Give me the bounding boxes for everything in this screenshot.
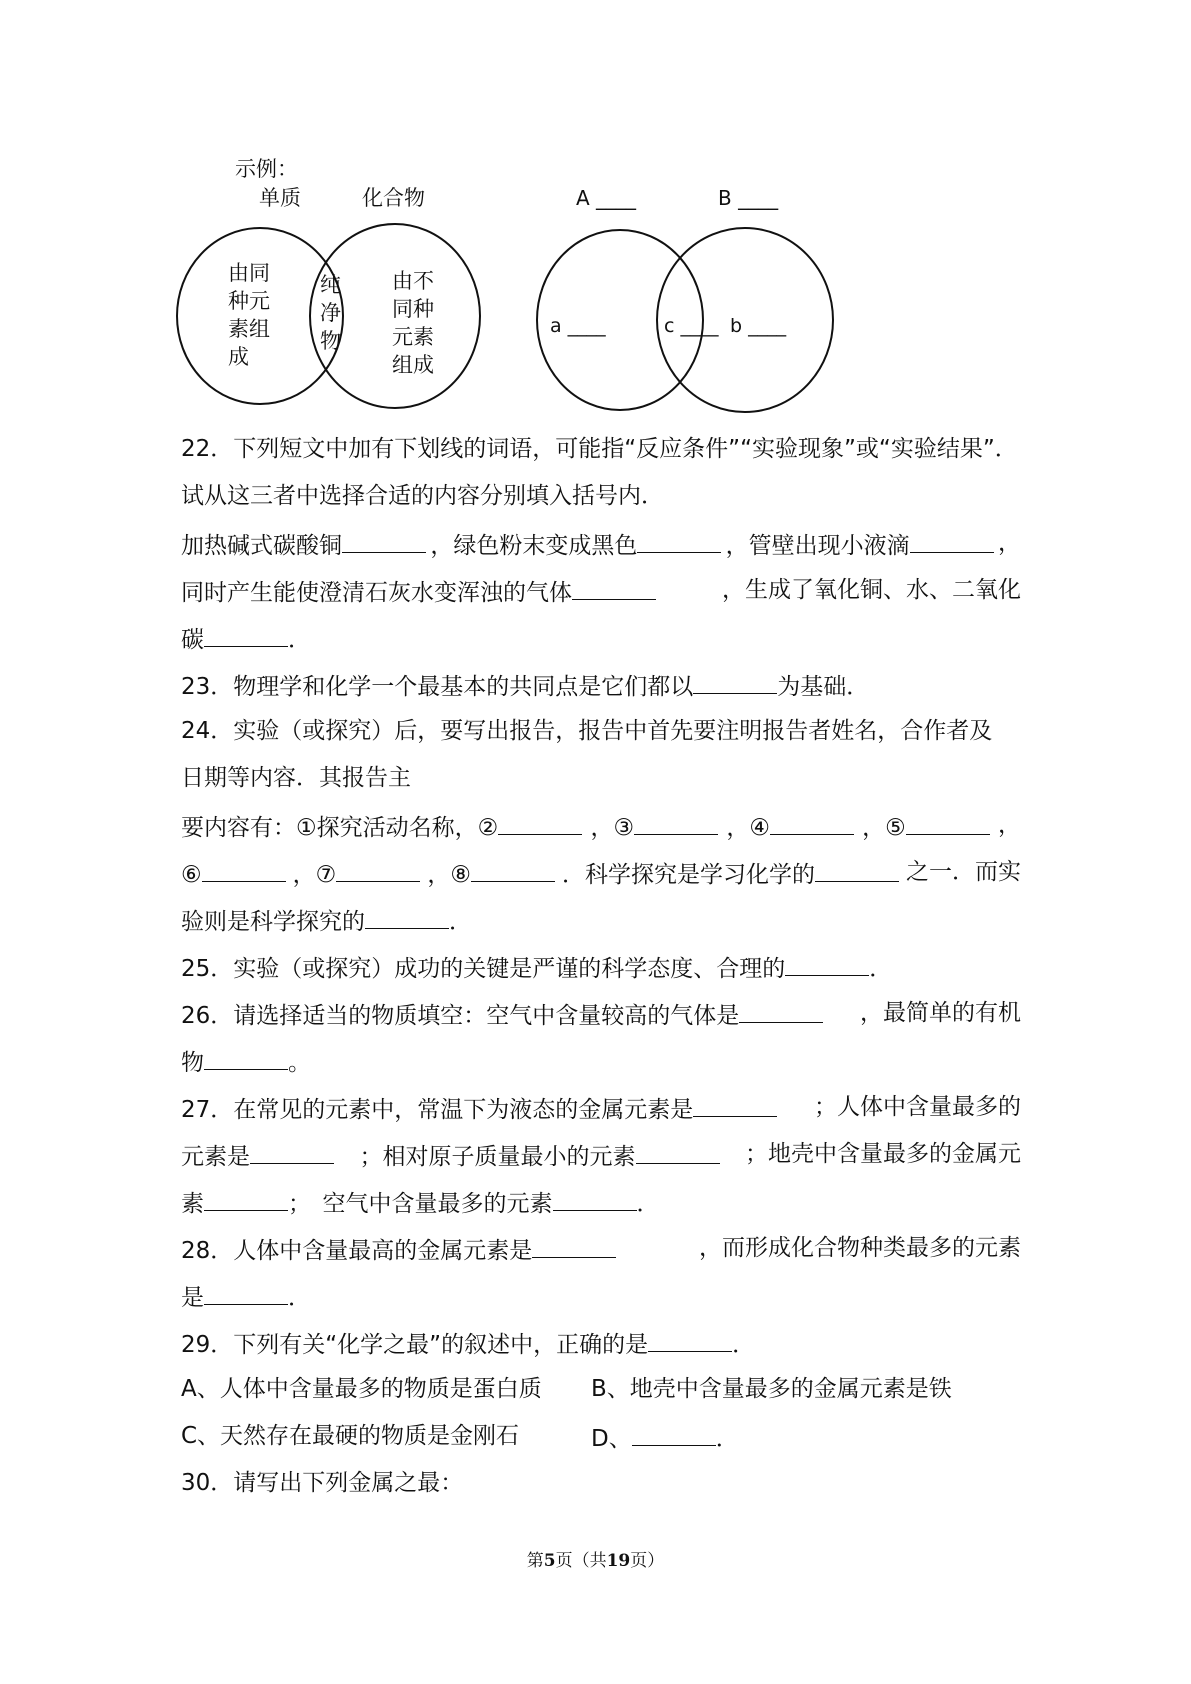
example-left-text-4: 成	[228, 345, 249, 369]
exercise-label-c: c ____	[664, 315, 719, 337]
text: 同时产生能使澄清石灰水变浑浊的气体	[181, 580, 572, 606]
text: ．	[732, 1332, 756, 1358]
text: ．	[869, 956, 893, 982]
q24-line-3	[181, 808, 1021, 842]
q29-option-b: B、地壳中含量最多的金属元素是铁	[591, 1376, 952, 1402]
text: ；人体中含量最多的	[814, 1094, 1021, 1120]
answer-blank	[204, 1278, 288, 1305]
text: 碳	[181, 627, 204, 653]
example-middle-text-3: 物	[320, 329, 341, 353]
answer-blank	[342, 526, 426, 553]
answer-blank	[693, 667, 777, 694]
q27-line-1	[181, 1090, 1021, 1124]
example-left-circle	[177, 228, 343, 404]
answer-blank	[636, 1137, 720, 1164]
answer-blank	[498, 808, 582, 835]
example-right-text-4: 组成	[392, 353, 434, 377]
q25-line-1	[181, 949, 892, 983]
text: 素	[181, 1191, 204, 1217]
answer-blank	[471, 855, 555, 882]
footer-text: 第	[526, 1551, 544, 1571]
text: 要内容有：①探究活动名称，②	[181, 815, 499, 841]
q29-option-d	[591, 1419, 739, 1453]
text: ，而形成化合物种类最多的元素	[699, 1235, 1021, 1261]
text: 29．下列有关“化学之最”的叙述中，正确的是	[181, 1332, 649, 1358]
q24-line-1: 24．实验（或探究）后，要写出报告，报告中首先要注明报告者姓名，合作者及	[181, 718, 993, 744]
example-left-text-2: 种元	[228, 289, 270, 313]
answer-blank	[202, 855, 286, 882]
example-right-text-3: 元素	[392, 325, 434, 349]
text: ．科学探究是学习化学的	[561, 862, 815, 888]
answer-blank	[785, 949, 869, 976]
answer-blank	[250, 1137, 334, 1164]
text: ．	[288, 1285, 311, 1311]
example-left-text-3: 素组	[228, 317, 270, 341]
answer-blank	[204, 1043, 288, 1070]
answer-blank	[532, 1231, 616, 1258]
text: ，⑤	[862, 815, 906, 841]
text: 26．请选择适当的物质填空：空气中含量较高的气体是	[181, 1003, 740, 1029]
text: ．	[715, 1426, 739, 1452]
text: 物	[181, 1050, 204, 1076]
venn-figure	[0, 0, 1191, 430]
text: 验则是科学探究的	[181, 909, 365, 935]
q24-line-2: 日期等内容．其报告主	[181, 765, 411, 791]
answer-blank	[770, 808, 854, 835]
text: 25．实验（或探究）成功的关键是严谨的科学态度、合理的	[181, 956, 786, 982]
text: ，绿色粉末变成黑色	[430, 533, 638, 559]
text: ．	[288, 627, 311, 653]
text: ，③	[590, 815, 635, 841]
text: ⑥	[181, 862, 202, 888]
example-right-label: 化合物	[362, 186, 425, 210]
q23-line-1	[181, 667, 869, 701]
q27-line-3	[181, 1184, 660, 1218]
answer-blank	[365, 902, 449, 929]
footer-total-pages: 19	[606, 1551, 631, 1571]
q27-line-2	[181, 1137, 1021, 1171]
text: 元素是	[181, 1144, 250, 1170]
exercise-label-b-top: B ____	[718, 186, 779, 210]
exercise-label-a-top: A ____	[576, 186, 637, 210]
text: ，	[998, 812, 1021, 838]
text: ．	[636, 1191, 660, 1217]
text: ，最简单的有机	[860, 1000, 1021, 1026]
example-middle-text-2: 净	[320, 301, 341, 325]
q28-line-1	[181, 1231, 1021, 1265]
q29-option-c: C、天然存在最硬的物质是金刚石	[181, 1423, 520, 1449]
text: ，④	[726, 815, 770, 841]
text: ，⑦	[292, 862, 337, 888]
text: 23．物理学和化学一个最基本的共同点是它们都以	[181, 674, 694, 700]
answer-blank	[637, 526, 721, 553]
text: ； 空气中含量最多的元素	[288, 1191, 553, 1217]
example-title: 示例：	[235, 157, 298, 181]
text: ，⑧	[427, 862, 471, 888]
answer-blank	[739, 996, 823, 1023]
example-middle-text-1: 纯	[320, 273, 341, 297]
text: 加热碱式碳酸铜	[181, 533, 342, 559]
q22-line-1: 22．下列短文中加有下划线的词语，可能指“反应条件”“实验现象”或“实验结果”．	[181, 436, 1018, 462]
page-footer	[0, 1546, 1191, 1571]
text: ．	[449, 909, 472, 935]
answer-blank	[634, 808, 718, 835]
footer-text: 页（共	[555, 1551, 607, 1571]
answer-blank	[336, 855, 420, 882]
q22-line-5	[181, 620, 311, 654]
q30-line-1: 30．请写出下列金属之最：	[181, 1470, 464, 1496]
text: ，	[997, 530, 1021, 556]
venn-svg	[0, 0, 1191, 430]
q29-option-a: A、人体中含量最多的物质是蛋白质	[181, 1376, 542, 1402]
q29-stem	[181, 1325, 755, 1359]
text: ；相对原子质量最小的元素	[359, 1144, 636, 1170]
text: 之一．而实	[906, 859, 1021, 885]
answer-blank	[204, 620, 288, 647]
text: D、	[591, 1426, 632, 1452]
text: 为基础．	[777, 674, 870, 700]
answer-blank	[906, 808, 990, 835]
answer-blank	[815, 855, 899, 882]
q26-line-2	[181, 1043, 311, 1077]
footer-text: 页）	[630, 1551, 665, 1571]
answer-blank	[204, 1184, 288, 1211]
answer-blank	[572, 573, 656, 600]
example-right-text-1: 由不	[392, 269, 434, 293]
q28-line-2	[181, 1278, 311, 1312]
answer-blank	[648, 1325, 732, 1352]
q24-line-5	[181, 902, 472, 936]
answer-blank	[693, 1090, 777, 1117]
text: 是	[181, 1285, 204, 1311]
text: ，管壁出现小液滴	[725, 533, 910, 559]
exercise-label-b: b ____	[730, 315, 787, 337]
q22-line-4	[181, 573, 1021, 607]
text: ，生成了氧化铜、水、二氧化	[722, 577, 1021, 603]
answer-blank	[910, 526, 994, 553]
text: 28．人体中含量最高的金属元素是	[181, 1238, 533, 1264]
q22-line-3	[181, 526, 1021, 560]
footer-page-number: 5	[543, 1551, 556, 1571]
example-left-text-1: 由同	[228, 261, 270, 285]
text: 。	[288, 1050, 311, 1076]
q22-line-2: 试从这三者中选择合适的内容分别填入括号内．	[181, 483, 664, 509]
example-right-text-2: 同种	[392, 297, 434, 321]
text: ；地壳中含量最多的金属元	[745, 1141, 1021, 1167]
answer-blank	[553, 1184, 637, 1211]
text: 27．在常见的元素中，常温下为液态的金属元素是	[181, 1097, 694, 1123]
answer-blank	[632, 1419, 716, 1446]
example-left-label: 单质	[259, 186, 301, 210]
q24-line-4	[181, 855, 1021, 889]
q26-line-1	[181, 996, 1021, 1030]
exercise-label-a: a ____	[550, 315, 606, 337]
